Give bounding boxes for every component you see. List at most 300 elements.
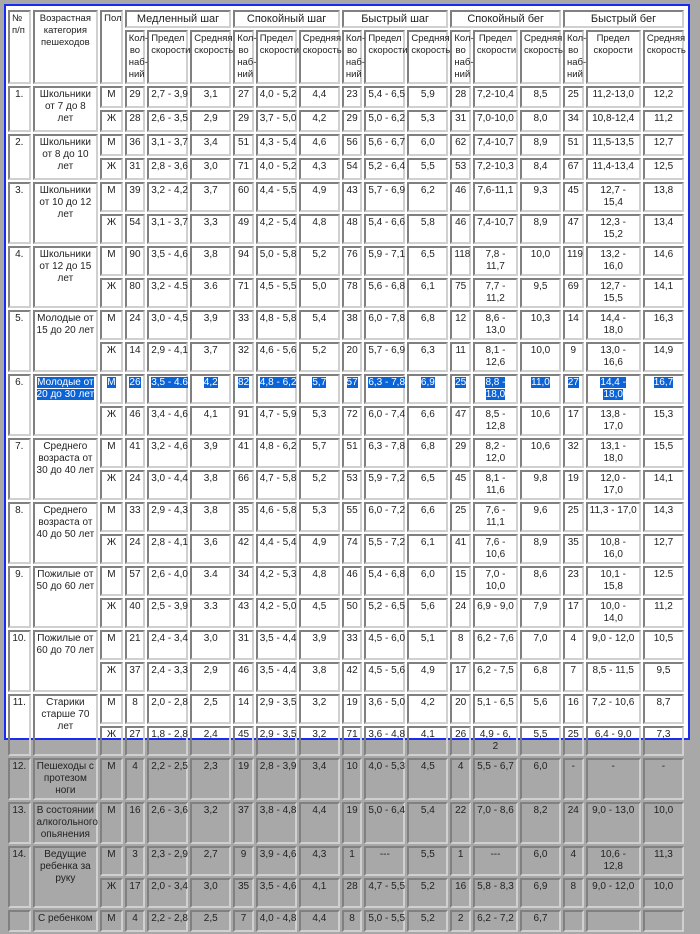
cell-value: 4,4 - 5,4 bbox=[259, 537, 297, 548]
cell-value: 4,9 - 6, 2 bbox=[479, 729, 512, 752]
cell-value: 12,0 - 17,0 bbox=[600, 473, 626, 496]
speed-range-cell bbox=[256, 182, 297, 212]
cell-value: 3,4 - 4,6 bbox=[151, 409, 188, 420]
avg-speed-cell bbox=[520, 534, 561, 564]
avg-speed-cell bbox=[190, 566, 231, 596]
cell-value: 3.6 bbox=[203, 281, 218, 292]
cell-value: 4,8 bbox=[312, 569, 327, 580]
cell-value: 4,4 bbox=[312, 805, 327, 816]
cell-value: 3,0 bbox=[203, 633, 218, 644]
speed-range-cell bbox=[147, 502, 188, 532]
cell-value: 8,1 - 12,6 bbox=[485, 345, 506, 368]
cell-value: 5,4 - 6,6 bbox=[368, 217, 406, 228]
cell-value: 71 bbox=[346, 729, 358, 740]
cell-value: 13,8 bbox=[653, 185, 674, 196]
avg-speed-cell bbox=[299, 662, 340, 692]
age-category[interactable] bbox=[33, 758, 99, 800]
speed-range-cell bbox=[147, 182, 188, 212]
cell-value: 56 bbox=[346, 137, 358, 148]
observations-cell bbox=[342, 246, 363, 276]
cell-value: 57 bbox=[129, 569, 141, 580]
subheader-range: Предел скорости bbox=[147, 30, 188, 84]
observations-cell bbox=[450, 630, 471, 660]
avg-speed-cell bbox=[643, 878, 684, 908]
observations-cell bbox=[125, 846, 146, 876]
cell-value: 28 bbox=[346, 881, 358, 892]
observations-cell bbox=[563, 846, 584, 876]
avg-speed-cell bbox=[643, 470, 684, 500]
age-category[interactable] bbox=[33, 134, 99, 180]
cell-value: 7,9 bbox=[533, 601, 548, 612]
observations-cell bbox=[342, 438, 363, 468]
cell-value: 7,8 - 11,7 bbox=[485, 249, 506, 272]
cell-value: 7,4-10,7 bbox=[477, 137, 514, 148]
cell-value: 4,8 - 5,8 bbox=[259, 313, 297, 324]
observations-cell bbox=[563, 726, 584, 756]
cell-value: 21 bbox=[129, 633, 141, 644]
avg-speed-cell bbox=[407, 910, 448, 932]
avg-speed-cell bbox=[520, 110, 561, 132]
cell-value: 3,1 bbox=[203, 89, 218, 100]
cell-value: 11 bbox=[455, 345, 466, 356]
avg-speed-cell bbox=[299, 534, 340, 564]
cell-value: 8,0 bbox=[533, 113, 548, 124]
cell-value: 15 bbox=[455, 569, 467, 580]
avg-speed-cell bbox=[299, 158, 340, 180]
cell-value: 2,4 - 3,3 bbox=[151, 665, 188, 676]
speed-range-cell bbox=[473, 438, 518, 468]
cell-value: 51 bbox=[237, 137, 250, 148]
avg-speed-cell bbox=[407, 310, 448, 340]
cell-value: 14,9 bbox=[653, 345, 674, 356]
speed-range-cell bbox=[586, 566, 641, 596]
cell-value: 4,6 - 5,6 bbox=[259, 345, 297, 356]
age-category[interactable] bbox=[33, 182, 99, 244]
speed-range-cell bbox=[256, 310, 297, 340]
age-category[interactable] bbox=[33, 310, 99, 372]
cell-value: 2,5 bbox=[203, 697, 218, 708]
observations-cell bbox=[450, 406, 471, 436]
observations-cell bbox=[450, 214, 471, 244]
table-row bbox=[8, 630, 684, 660]
avg-speed-cell bbox=[299, 134, 340, 156]
cell-value: 3,8 bbox=[203, 505, 218, 516]
observations-cell bbox=[342, 758, 363, 800]
pedestrian-speed-table bbox=[6, 8, 686, 934]
cell-value: 37 bbox=[129, 665, 141, 676]
cell-value: 2,2 - 2,5 bbox=[151, 761, 188, 772]
cell-value: 7,0-10,0 bbox=[477, 113, 514, 124]
cell-value: 15,3 bbox=[653, 409, 674, 420]
subheader-count: Кол-во наб-ний bbox=[563, 30, 584, 84]
speed-range-cell bbox=[473, 662, 518, 692]
cell-value: 2,6 - 4,0 bbox=[151, 569, 188, 580]
subheader-avg: Средняя скорость bbox=[520, 30, 561, 84]
cell-value: 7,3 bbox=[656, 729, 671, 740]
cell-value: 3,5 - 4.6 bbox=[151, 377, 188, 388]
cell-value: 4 bbox=[570, 633, 577, 644]
speed-range-cell bbox=[473, 134, 518, 156]
avg-speed-cell bbox=[190, 470, 231, 500]
observations-cell bbox=[342, 470, 363, 500]
avg-speed-cell bbox=[643, 758, 684, 800]
cell-value: 54 bbox=[346, 161, 358, 172]
cell-value: 7,6 - 10,6 bbox=[485, 537, 506, 560]
cell-value: 7,0 - 10,0 bbox=[485, 569, 506, 592]
cell-value: 5,9 bbox=[420, 89, 435, 100]
table-row bbox=[8, 110, 684, 132]
cell-value: 2,9 - 3,5 bbox=[259, 697, 297, 708]
avg-speed-cell bbox=[643, 694, 684, 724]
avg-speed-cell bbox=[190, 438, 231, 468]
avg-speed-cell bbox=[407, 342, 448, 372]
row-number: 12. bbox=[8, 758, 31, 800]
age-category[interactable] bbox=[33, 694, 99, 756]
cell-value: 5,1 - 6,5 bbox=[477, 697, 514, 708]
observations-cell bbox=[233, 278, 254, 308]
cell-value: 2,7 - 3,9 bbox=[151, 89, 188, 100]
avg-speed-cell bbox=[520, 726, 561, 756]
header-sex: Пол bbox=[100, 10, 123, 84]
speed-range-cell bbox=[364, 438, 405, 468]
avg-speed-cell bbox=[520, 278, 561, 308]
observations-cell bbox=[563, 86, 584, 108]
speed-range-cell bbox=[586, 406, 641, 436]
cell-value: 47 bbox=[567, 217, 579, 228]
speed-range-cell bbox=[256, 214, 297, 244]
cell-value: 41 bbox=[237, 441, 250, 452]
avg-speed-cell bbox=[407, 802, 448, 844]
speed-range-cell bbox=[147, 134, 188, 156]
cell-value: 4,9 bbox=[312, 185, 327, 196]
speed-range-cell bbox=[147, 694, 188, 724]
speed-range-cell bbox=[147, 342, 188, 372]
cell-value: 6,5 bbox=[420, 473, 435, 484]
table-row bbox=[8, 662, 684, 692]
speed-range-cell bbox=[586, 342, 641, 372]
cell-value: 6,7 bbox=[533, 913, 548, 924]
cell-value: 27 bbox=[567, 377, 579, 388]
cell-value: 3,9 bbox=[203, 313, 218, 324]
observations-cell bbox=[450, 534, 471, 564]
cell-value: 2,2 - 2,8 bbox=[151, 913, 188, 924]
avg-speed-cell bbox=[299, 182, 340, 212]
cell-value: 3,1 - 3,7 bbox=[151, 137, 188, 148]
cell-value: 4,0 - 5,3 bbox=[368, 761, 406, 772]
cell-value: 5,5 - 6,7 bbox=[477, 761, 514, 772]
cell-value: 3,1 - 3,7 bbox=[151, 217, 188, 228]
observations-cell bbox=[233, 878, 254, 908]
cell-value: 19 bbox=[346, 805, 358, 816]
cell-value: 5,2 bbox=[420, 913, 435, 924]
age-category-label: Школьники от 7 до 8 лет bbox=[39, 89, 91, 124]
age-category[interactable] bbox=[33, 86, 99, 132]
cell-value: 34 bbox=[237, 569, 250, 580]
cell-value: 10,5 bbox=[653, 633, 674, 644]
speed-range-cell bbox=[364, 470, 405, 500]
avg-speed-cell bbox=[407, 438, 448, 468]
avg-speed-cell bbox=[190, 134, 231, 156]
table-row bbox=[8, 802, 684, 844]
speed-range-cell bbox=[364, 374, 405, 404]
avg-speed-cell bbox=[520, 182, 561, 212]
avg-speed-cell bbox=[190, 630, 231, 660]
observations-cell bbox=[125, 182, 146, 212]
observations-cell bbox=[563, 878, 584, 908]
cell-value: 31 bbox=[129, 161, 141, 172]
speed-range-cell bbox=[256, 802, 297, 844]
avg-speed-cell bbox=[643, 630, 684, 660]
observations-cell bbox=[450, 158, 471, 180]
speed-range-cell bbox=[147, 214, 188, 244]
cell-value: 51 bbox=[567, 137, 579, 148]
cell-value: 11,2 bbox=[654, 113, 673, 124]
age-category[interactable] bbox=[33, 246, 99, 308]
age-category[interactable] bbox=[33, 438, 99, 500]
cell-value: 16 bbox=[129, 805, 141, 816]
cell-value: 28 bbox=[455, 89, 467, 100]
sex-value: Ж bbox=[106, 217, 117, 228]
speed-range-cell bbox=[147, 470, 188, 500]
cell-value: 2,6 - 3,5 bbox=[151, 113, 188, 124]
speed-range-cell bbox=[364, 110, 405, 132]
cell-value: 51 bbox=[346, 441, 358, 452]
cell-value: 6,3 - 7,8 bbox=[368, 441, 406, 452]
speed-range-cell bbox=[586, 158, 641, 180]
observations-cell bbox=[563, 214, 584, 244]
speed-range-cell bbox=[364, 846, 405, 876]
observations-cell bbox=[342, 374, 363, 404]
age-category[interactable] bbox=[33, 802, 99, 844]
observations-cell bbox=[342, 310, 363, 340]
avg-speed-cell bbox=[299, 374, 340, 404]
header-category: Возрастная категория пешеходов bbox=[33, 10, 99, 84]
speed-range-cell bbox=[256, 86, 297, 108]
table-row bbox=[8, 758, 684, 800]
observations-cell bbox=[125, 726, 146, 756]
avg-speed-cell bbox=[520, 694, 561, 724]
sex-value: Ж bbox=[106, 345, 117, 356]
avg-speed-cell bbox=[520, 134, 561, 156]
observations-cell bbox=[450, 438, 471, 468]
cell-value: 5,7 - 6,9 bbox=[368, 185, 406, 196]
avg-speed-cell bbox=[407, 878, 448, 908]
age-category-label: Школьники от 8 до 10 лет bbox=[39, 137, 91, 172]
cell-value: 6,8 bbox=[533, 665, 548, 676]
age-category[interactable] bbox=[33, 502, 99, 564]
header-calm-walk: Спокойный шаг bbox=[233, 10, 340, 28]
avg-speed-cell bbox=[643, 310, 684, 340]
age-category[interactable] bbox=[33, 910, 99, 932]
cell-value: 5,0 - 6,4 bbox=[368, 805, 406, 816]
avg-speed-cell bbox=[190, 110, 231, 132]
observations-cell bbox=[233, 246, 254, 276]
sex-cell bbox=[100, 662, 123, 692]
cell-value: 2,8 - 3,6 bbox=[151, 161, 188, 172]
cell-value: 29 bbox=[129, 89, 141, 100]
observations-cell bbox=[450, 878, 471, 908]
cell-value: 13,8 - 17,0 bbox=[600, 409, 626, 432]
cell-value: 4,0 - 4,8 bbox=[259, 913, 297, 924]
row-number: 3. bbox=[8, 182, 31, 244]
observations-cell bbox=[450, 662, 471, 692]
cell-value: 3,8 - 4,8 bbox=[259, 805, 297, 816]
cell-value: 5,0 - 5,8 bbox=[259, 249, 297, 260]
cell-value: 4,9 bbox=[312, 537, 327, 548]
speed-range-cell bbox=[473, 310, 518, 340]
sex-cell bbox=[100, 342, 123, 372]
cell-value: 5,0 - 6,2 bbox=[368, 113, 406, 124]
cell-value: 5,8 - 8,3 bbox=[477, 881, 514, 892]
cell-value: 4,2 bbox=[312, 113, 327, 124]
cell-value: 5,3 bbox=[420, 113, 435, 124]
cell-value: 5,4 - 6,5 bbox=[368, 89, 406, 100]
observations-cell bbox=[450, 726, 471, 756]
cell-value: 46 bbox=[455, 217, 467, 228]
cell-value: 8,9 bbox=[533, 537, 548, 548]
speed-range-cell bbox=[147, 158, 188, 180]
cell-value: 10,0 bbox=[653, 805, 674, 816]
speed-range-cell bbox=[586, 502, 641, 532]
speed-range-cell bbox=[364, 86, 405, 108]
speed-range-cell bbox=[586, 630, 641, 660]
cell-value: 5,0 - 5,5 bbox=[368, 913, 406, 924]
speed-range-cell bbox=[256, 630, 297, 660]
age-category-label: Среднего возраста от 30 до 40 лет bbox=[36, 441, 95, 476]
cell-value: 60 bbox=[237, 185, 250, 196]
avg-speed-cell bbox=[520, 662, 561, 692]
cell-value: 5,6 bbox=[420, 601, 435, 612]
cell-value: 2,8 - 4,1 bbox=[151, 537, 188, 548]
cell-value: 6,2 - 7,5 bbox=[477, 665, 514, 676]
cell-value: 62 bbox=[455, 137, 467, 148]
cell-value: 25 bbox=[567, 729, 579, 740]
observations-cell bbox=[125, 662, 146, 692]
cell-value: 1 bbox=[349, 849, 355, 860]
row-number: 6. bbox=[8, 374, 31, 436]
observations-cell bbox=[233, 134, 254, 156]
speed-range-cell bbox=[256, 502, 297, 532]
speed-range-cell bbox=[473, 406, 518, 436]
avg-speed-cell bbox=[190, 802, 231, 844]
speed-range-cell bbox=[473, 182, 518, 212]
avg-speed-cell bbox=[190, 662, 231, 692]
cell-value: 6,2 bbox=[420, 185, 435, 196]
cell-value: 5,3 bbox=[312, 409, 327, 420]
speed-range-cell bbox=[473, 502, 518, 532]
cell-value: 8,2 - 12,0 bbox=[485, 441, 506, 464]
avg-speed-cell bbox=[407, 662, 448, 692]
cell-value: 6,0 bbox=[420, 569, 435, 580]
cell-value: 12.5 bbox=[653, 569, 674, 580]
cell-value: 3,5 - 4,6 bbox=[259, 881, 297, 892]
age-category-label: Старики старше 70 лет bbox=[41, 697, 90, 732]
observations-cell bbox=[125, 214, 146, 244]
table-row bbox=[8, 598, 684, 628]
cell-value: 12,7 bbox=[653, 537, 674, 548]
avg-speed-cell bbox=[407, 470, 448, 500]
cell-value: 46 bbox=[346, 569, 358, 580]
avg-speed-cell bbox=[520, 374, 561, 404]
avg-speed-cell bbox=[299, 598, 340, 628]
speed-range-cell bbox=[147, 374, 188, 404]
observations-cell bbox=[450, 86, 471, 108]
age-category[interactable] bbox=[33, 566, 99, 628]
speed-range-cell bbox=[364, 598, 405, 628]
row-number: 8. bbox=[8, 502, 31, 564]
row-number: 2. bbox=[8, 134, 31, 180]
speed-range-cell bbox=[147, 630, 188, 660]
table-frame bbox=[4, 4, 690, 924]
observations-cell bbox=[233, 406, 254, 436]
cell-value: 7,2-10,3 bbox=[477, 161, 514, 172]
subheader-range: Предел скорости bbox=[473, 30, 518, 84]
avg-speed-cell bbox=[407, 726, 448, 756]
speed-range-cell bbox=[364, 278, 405, 308]
avg-speed-cell bbox=[299, 406, 340, 436]
cell-value: 35 bbox=[567, 537, 579, 548]
speed-range-cell bbox=[473, 630, 518, 660]
sex-value: М bbox=[107, 805, 116, 816]
avg-speed-cell bbox=[190, 878, 231, 908]
cell-value: 4,3 bbox=[312, 161, 327, 172]
sex-value: М bbox=[107, 313, 116, 324]
age-category[interactable] bbox=[33, 630, 99, 692]
cell-value: 10,0 - 14,0 bbox=[600, 601, 626, 624]
speed-range-cell bbox=[364, 310, 405, 340]
sex-value: М bbox=[107, 249, 116, 260]
cell-value: 41 bbox=[455, 537, 467, 548]
sex-value: Ж bbox=[106, 537, 117, 548]
age-category-label: В состоянии алкогольного опьянения bbox=[36, 805, 98, 840]
speed-range-cell bbox=[256, 374, 297, 404]
cell-value: 119 bbox=[567, 249, 583, 260]
speed-range-cell bbox=[364, 802, 405, 844]
avg-speed-cell bbox=[299, 310, 340, 340]
sex-cell bbox=[100, 846, 123, 876]
cell-value: 14,3 bbox=[653, 505, 674, 516]
cell-value: 11,0 bbox=[531, 377, 550, 388]
table-row bbox=[8, 182, 684, 212]
cell-value: 33 bbox=[237, 313, 250, 324]
cell-value: 6,0 - 7,2 bbox=[368, 505, 406, 516]
cell-value: - bbox=[571, 761, 575, 772]
sex-cell bbox=[100, 214, 123, 244]
age-category[interactable] bbox=[33, 846, 99, 908]
cell-value: 4,2 - 5,3 bbox=[259, 569, 297, 580]
avg-speed-cell bbox=[299, 726, 340, 756]
cell-value: 2,0 - 2,8 bbox=[151, 697, 188, 708]
table-row bbox=[8, 86, 684, 108]
table-row bbox=[8, 406, 684, 436]
avg-speed-cell bbox=[520, 758, 561, 800]
avg-speed-cell bbox=[299, 694, 340, 724]
observations-cell bbox=[125, 158, 146, 180]
observations-cell bbox=[563, 310, 584, 340]
avg-speed-cell bbox=[407, 598, 448, 628]
age-category[interactable] bbox=[33, 374, 99, 436]
cell-value: 2,6 - 3,6 bbox=[151, 805, 188, 816]
row-number: 9. bbox=[8, 566, 31, 628]
table-row bbox=[8, 566, 684, 596]
subheader-count: Кол-во наб-ний bbox=[342, 30, 363, 84]
sex-cell bbox=[100, 438, 123, 468]
cell-value: 3,3 bbox=[203, 217, 218, 228]
cell-value: 3 bbox=[132, 849, 138, 860]
cell-value: 2,0 - 3,4 bbox=[151, 881, 188, 892]
sex-value: Ж bbox=[106, 665, 117, 676]
observations-cell bbox=[342, 694, 363, 724]
